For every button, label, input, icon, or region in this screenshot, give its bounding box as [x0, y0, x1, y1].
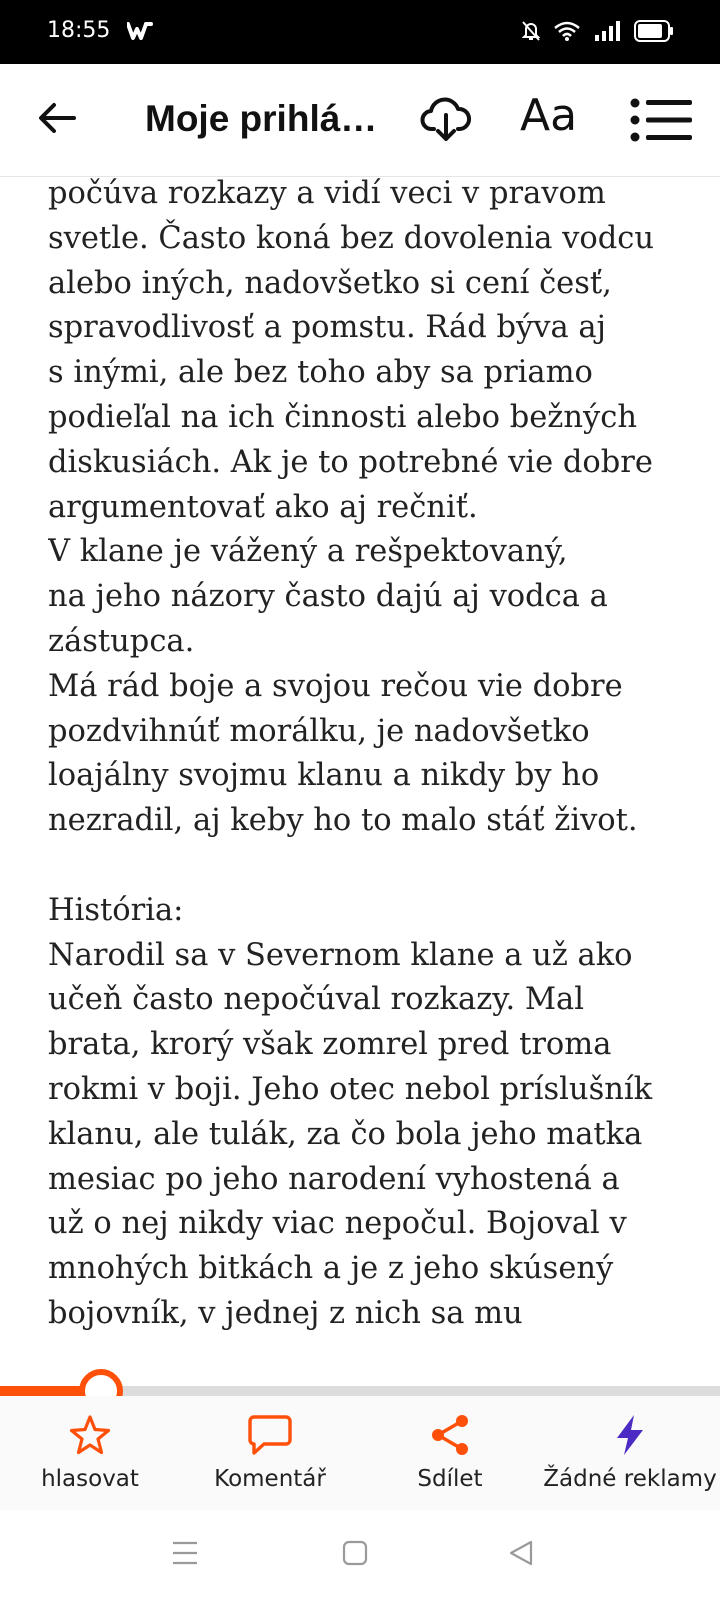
story-line: nezradil, aj keby ho to malo stáť život.	[48, 803, 638, 839]
back-nav-icon[interactable]	[508, 1540, 534, 1571]
story-line: na jeho názory často dajú aj vodca a	[48, 579, 608, 615]
comment-button[interactable]	[180, 1396, 360, 1510]
wifi-icon	[554, 21, 580, 46]
story-line: loajálny svojmu klanu a nikdy by ho	[48, 758, 600, 794]
story-line: brata, krorý však zomrel pred troma	[48, 1027, 612, 1063]
story-line: klanu, ale tulák, za čo bola jeho matka	[48, 1116, 643, 1152]
story-line: učeň často nepočúval rozkazy. Mal	[48, 982, 584, 1018]
table-of-contents-icon[interactable]	[630, 98, 692, 142]
share-label: Sdílet	[417, 1466, 483, 1492]
story-line: mesiac po jeho narodení vyhostená a	[48, 1161, 620, 1197]
font-size-button[interactable]: Aa	[520, 90, 578, 141]
story-line: svetle. Často koná bez dovolenia vodcu	[48, 220, 654, 256]
system-nav-bar	[0, 1510, 720, 1600]
menu-nav-icon[interactable]	[172, 1540, 198, 1571]
back-arrow-icon[interactable]	[34, 94, 82, 142]
story-line: zástupca.	[48, 623, 195, 659]
story-line: Narodil sa v Severnom klane a už ako	[48, 937, 633, 973]
story-line: rokmi v boji. Jeho otec nebol príslušník	[48, 1071, 653, 1107]
story-line: argumentovať ako aj rečniť.	[48, 489, 478, 525]
story-line: podieľal na ich činnosti alebo bežných	[48, 399, 637, 435]
star-icon	[69, 1414, 111, 1461]
reading-progress-bar[interactable]	[0, 1386, 720, 1396]
home-nav-icon[interactable]	[342, 1540, 368, 1571]
mute-bell-icon	[522, 21, 540, 46]
share-button[interactable]	[360, 1396, 540, 1510]
story-line: V klane je vážený a rešpektovaný,	[48, 534, 568, 570]
share-icon	[430, 1414, 470, 1461]
story-line: mnohých bitkách a je z jeho skúsený	[48, 1251, 614, 1287]
app-bar	[0, 64, 720, 177]
w-app-icon	[127, 22, 153, 45]
story-line: bojovník, v jednej z nich sa mu	[48, 1295, 523, 1331]
story-line: Má rád boje a svojou rečou vie dobre	[48, 668, 623, 704]
story-line: pozdvihnúť morálku, je nadovšetko	[48, 713, 590, 749]
comment-icon	[248, 1414, 292, 1461]
vote-button[interactable]	[0, 1396, 180, 1510]
story-title: Moje prihlá…	[145, 98, 378, 139]
signal-icon	[594, 21, 620, 46]
status-bar	[0, 0, 720, 64]
story-line: počúva rozkazy a vidí veci v pravom	[48, 176, 606, 211]
no-ads-button[interactable]	[540, 1396, 720, 1510]
bottom-action-bar	[0, 1396, 720, 1510]
story-line: spravodlivosť a pomstu. Rád býva aj	[48, 310, 606, 346]
vote-label: hlasovat	[41, 1466, 139, 1492]
lightning-bolt-icon	[614, 1414, 646, 1461]
download-cloud-icon[interactable]	[420, 95, 472, 143]
status-time: 18:55	[47, 18, 111, 43]
story-line: už o nej nikdy viac nepočul. Bojoval v	[48, 1206, 627, 1242]
story-line: s inými, ale bez toho aby sa priamo	[48, 355, 593, 391]
no-ads-label: Žádné reklamy	[543, 1466, 717, 1492]
story-content	[48, 172, 688, 1342]
story-line: História:	[48, 892, 184, 928]
blank-line	[48, 844, 688, 889]
story-line: alebo iných, nadovšetko si cení česť,	[48, 265, 612, 301]
comment-label: Komentář	[214, 1466, 326, 1492]
story-line: diskusiách. Ak je to potrebné vie dobre	[48, 444, 653, 480]
battery-icon	[634, 20, 674, 47]
